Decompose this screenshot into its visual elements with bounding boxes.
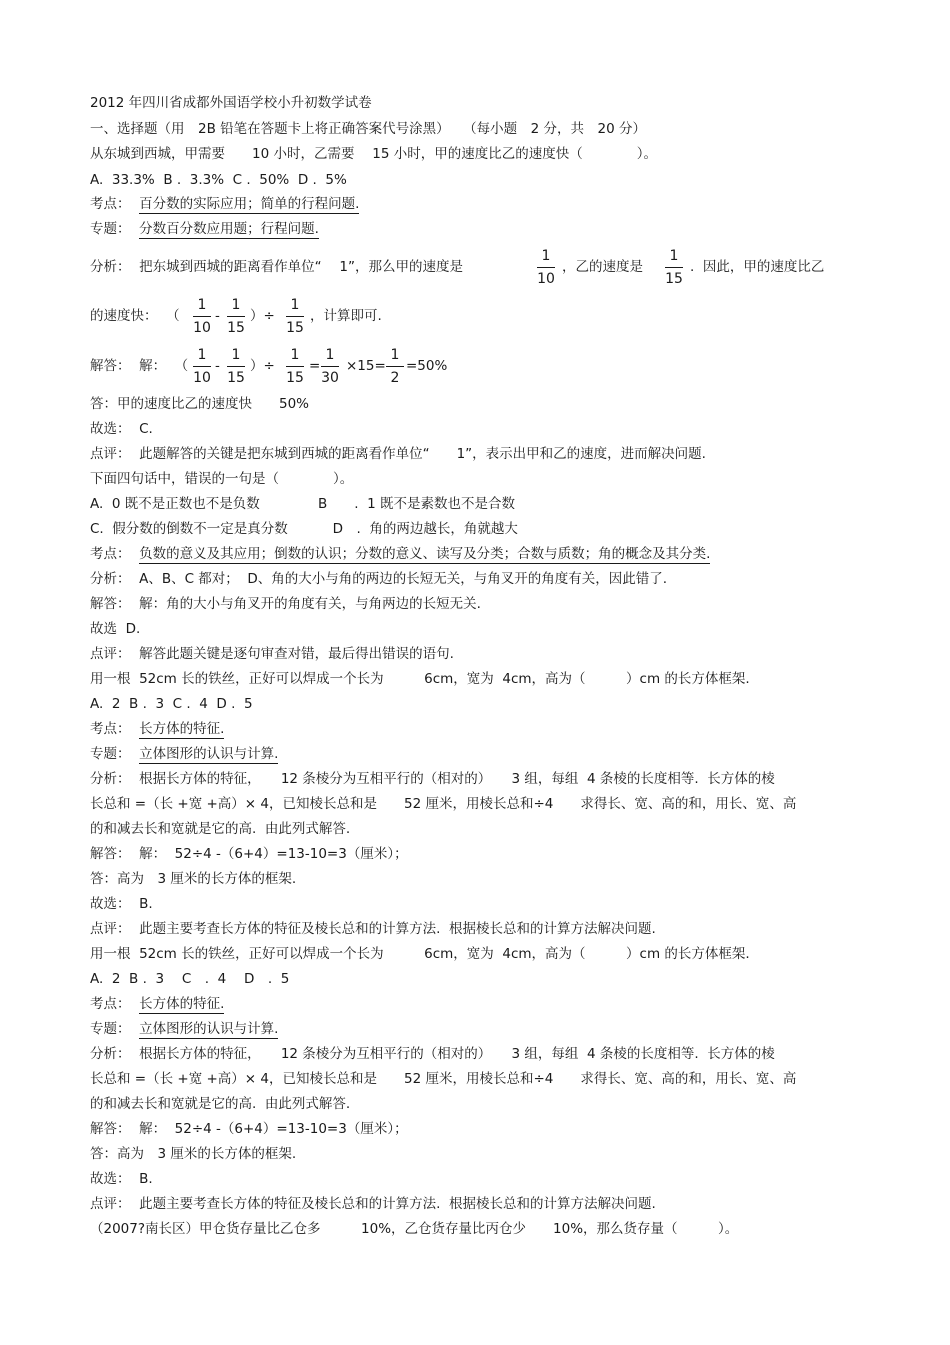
fraction-1-15: 1 15	[227, 347, 245, 386]
q3-kaodian	[90, 720, 224, 738]
kaodian-text: 长方体的特征.	[139, 996, 225, 1012]
zhuanti-label: 专题：	[90, 746, 131, 762]
document-title: 2012 年四川省成都外国语学校小升初数学试卷	[90, 95, 372, 111]
q2-comment: 点评： 解答此题关键是逐句审查对错，最后得出错误的语句.	[90, 646, 454, 662]
q2-solution: 解答： 解：角的大小与角叉开的角度有关，与角两边的长短无关.	[90, 596, 481, 612]
q1-comment: 点评： 此题解答的关键是把东城到西城的距离看作单位“ 1”，表示出甲和乙的速度，进而解决问题.	[90, 446, 706, 462]
kaodian-text: 长方体的特征.	[139, 721, 225, 737]
q3-choice: 故选： B.	[90, 896, 153, 912]
minus-sign: -	[215, 358, 220, 374]
q3-analysis-line3: 的和减去长和宽就是它的高. 由此列式解答.	[90, 821, 351, 837]
q2-options-ab: A. 0 既不是正数也不是负数 B . 1 既不是素数也不是合数	[90, 496, 516, 512]
q4-kaodian	[90, 995, 224, 1013]
q4-comment: 点评： 此题主要考查长方体的特征及棱长总和的计算方法. 根据棱长总和的计算方法解决问题.	[90, 1196, 656, 1212]
equals-sign: =	[309, 358, 321, 374]
fraction-1-10: 1 10	[193, 347, 211, 386]
q1-analysis-part2: ，乙的速度是	[562, 259, 643, 275]
q3-solution: 解答： 解： 52÷4 -（6+4）=13-10=3（厘米）；	[90, 846, 408, 862]
q1-analysis-part1: 分析： 把东城到西城的距离看作单位“ 1”，那么甲的速度是	[90, 259, 463, 275]
section-heading: 一、选择题（用 2B 铅笔在答题卡上将正确答案代号涂黑） （每小题 2 分，共 20 分）	[90, 121, 646, 137]
kaodian-label: 考点：	[90, 721, 131, 737]
q4-analysis-line3: 的和减去长和宽就是它的高. 由此列式解答.	[90, 1096, 351, 1112]
zhuanti-label: 专题：	[90, 221, 131, 237]
q1-solution-part4: =50%	[406, 358, 448, 374]
zhuanti-text: 立体图形的认识与计算.	[139, 1021, 279, 1037]
q2-choice: 故选 D.	[90, 621, 141, 637]
kaodian-text: 负数的意义及其应用；倒数的认识；分数的意义、读写及分类；合数与质数；角的概念及其分类.	[139, 546, 711, 562]
q1-analysis-part4: 的速度快： （	[90, 308, 180, 324]
q2-kaodian	[90, 545, 710, 563]
q3-analysis-line1: 分析： 根据长方体的特征， 12 条棱分为互相平行的（相对的） 3 组，每组 4 条棱的长度相等. 长方体的棱	[90, 771, 775, 787]
zhuanti-text: 立体图形的认识与计算.	[139, 746, 279, 762]
fraction-1-15: 1 15	[665, 248, 683, 287]
kaodian-text: 百分数的实际应用；简单的行程问题.	[139, 196, 360, 212]
q1-solution-part3: ×15=	[346, 358, 386, 374]
fraction-1-15: 1 15	[227, 297, 245, 336]
minus-sign: -	[215, 308, 220, 324]
q4-analysis-line2: 长总和 =（长 +宽 +高）× 4，已知棱长总和是 52 厘米，用棱长总和÷4 求得长、宽、高的和，用长、宽、高	[90, 1071, 797, 1087]
q3-analysis-line2: 长总和 =（长 +宽 +高）× 4，已知棱长总和是 52 厘米，用棱长总和÷4 求得长、宽、高的和，用长、宽、高	[90, 796, 797, 812]
q4-solution: 解答： 解： 52÷4 -（6+4）=13-10=3（厘米）；	[90, 1121, 408, 1137]
q4-options: A. 2 B . 3 C . 4 D . 5	[90, 971, 290, 987]
q3-zhuanti	[90, 745, 278, 763]
kaodian-label: 考点：	[90, 996, 131, 1012]
q4-stem: 用一根 52cm 长的铁丝，正好可以焊成一个长为 6cm，宽为 4cm，高为（ ）cm 的长方体框架.	[90, 946, 750, 962]
kaodian-label: 考点：	[90, 196, 131, 212]
q3-answer: 答：高为 3 厘米的长方体的框架.	[90, 871, 297, 887]
fraction-1-30: 1 30	[321, 347, 339, 386]
q1-solution-part2: ）÷	[250, 358, 275, 374]
q1-zhuanti	[90, 220, 319, 238]
q1-analysis-part3: . 因此，甲的速度比乙	[690, 259, 825, 275]
q1-analysis-part5: ）÷	[250, 308, 275, 324]
q1-answer: 答：甲的速度比乙的速度快 50%	[90, 396, 310, 412]
q1-options: A. 33.3% B . 3.3% C . 50% D . 5%	[90, 172, 347, 188]
q1-choice: 故选： C.	[90, 421, 153, 437]
fraction-1-10: 1 10	[193, 297, 211, 336]
q3-stem: 用一根 52cm 长的铁丝，正好可以焊成一个长为 6cm，宽为 4cm，高为（ ）cm 的长方体框架.	[90, 671, 750, 687]
zhuanti-label: 专题：	[90, 1021, 131, 1037]
fraction-1-15: 1 15	[286, 297, 304, 336]
q4-analysis-line1: 分析： 根据长方体的特征， 12 条棱分为互相平行的（相对的） 3 组，每组 4 条棱的长度相等. 长方体的棱	[90, 1046, 775, 1062]
q3-options: A. 2 B . 3 C . 4 D . 5	[90, 696, 253, 712]
fraction-1-15: 1 15	[286, 347, 304, 386]
kaodian-label: 考点：	[90, 546, 131, 562]
q4-answer: 答：高为 3 厘米的长方体的框架.	[90, 1146, 297, 1162]
q1-solution-part1: 解答： 解： （	[90, 358, 189, 374]
q2-analysis: 分析： A、B、C 都对； D、角的大小与角的两边的长短无关，与角叉开的角度有关，因此错了.	[90, 571, 668, 587]
q3-comment: 点评： 此题主要考查长方体的特征及棱长总和的计算方法. 根据棱长总和的计算方法解决问题.	[90, 921, 656, 937]
q2-options-cd: C. 假分数的倒数不一定是真分数 D . 角的两边越长，角就越大	[90, 521, 518, 537]
q2-stem: 下面四句话中，错误的一句是（ ）。	[90, 471, 354, 487]
zhuanti-text: 分数百分数应用题；行程问题.	[139, 221, 319, 237]
q5-stem: （2007?南长区）甲仓货存量比乙仓多 10%，乙仓货存量比丙仓少 10%，那么货存量（ ）。	[90, 1221, 739, 1237]
q4-zhuanti	[90, 1020, 278, 1038]
q1-stem: 从东城到西城，甲需要 10 小时，乙需要 15 小时，甲的速度比乙的速度快（ ）。	[90, 146, 657, 162]
q1-analysis-part6: ，计算即可.	[310, 308, 382, 324]
fraction-1-2: 1 2	[381, 346, 409, 387]
q4-choice: 故选： B.	[90, 1171, 153, 1187]
q1-kaodian	[90, 195, 359, 213]
fraction-1-10: 1 10	[537, 248, 555, 287]
